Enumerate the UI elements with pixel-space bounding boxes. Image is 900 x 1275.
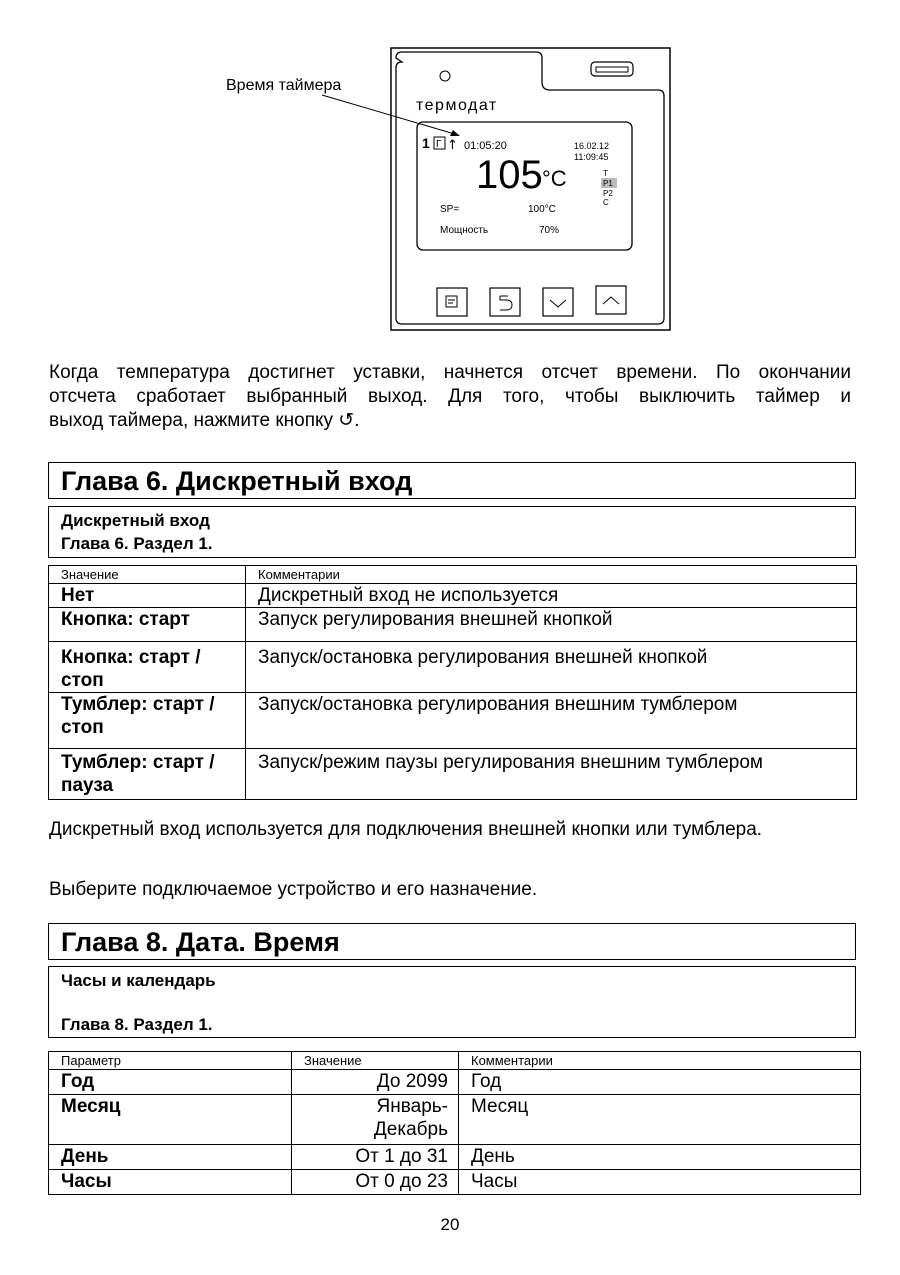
- page-number: 20: [440, 1215, 460, 1234]
- intro-line-1: Когда температура достигнет уставки, начнется отсчет времени. По окончании: [49, 362, 851, 383]
- screen-temperature: 105: [476, 153, 543, 197]
- table-row: [49, 584, 857, 608]
- chapter-6-paragraph-2: Выберите подключаемое устройство и его назначение.: [49, 879, 538, 900]
- up-icon: [603, 297, 619, 304]
- back-button[interactable]: [490, 288, 520, 316]
- row-param: День: [49, 1145, 292, 1170]
- chapter-8-section-title: Часы и календарь: [61, 971, 216, 990]
- screen-channel: 1: [422, 135, 430, 151]
- table-row: [49, 693, 857, 749]
- row-value: От 1 до 31: [292, 1145, 459, 1170]
- intro-paragraph: [49, 361, 851, 433]
- chapter-8-section-ref: Глава 8. Раздел 1.: [61, 1015, 213, 1034]
- side-label-p1: P1: [603, 179, 613, 188]
- screen-timer: 01:05:20: [464, 140, 507, 152]
- power-value: 70%: [539, 225, 560, 236]
- menu-icon: [446, 296, 457, 307]
- row-comment: Часы: [459, 1170, 861, 1195]
- header-param: Параметр: [49, 1052, 292, 1070]
- discrete-input-table: [48, 565, 857, 800]
- row-value: Январь-Декабрь: [292, 1095, 459, 1145]
- table-row: [49, 1145, 861, 1170]
- table-row: [49, 1095, 861, 1145]
- side-label-t: T: [603, 169, 608, 178]
- chapter-6-section-ref: Глава 6. Раздел 1.: [61, 534, 213, 553]
- table-row: [49, 642, 857, 693]
- intro-line-3: выход таймера, нажмите кнопку ↺.: [49, 410, 360, 431]
- row-comment: Запуск/режим паузы регулирования внешним тумблером: [246, 749, 857, 800]
- sp-value: 100°C: [528, 204, 556, 215]
- usb-port-inner: [596, 67, 628, 72]
- row-value: Нет: [49, 584, 246, 608]
- table-row: [49, 1070, 861, 1095]
- row-comment: Месяц: [459, 1095, 861, 1145]
- row-comment: Запуск регулирования внешней кнопкой: [246, 608, 857, 642]
- row-comment: День: [459, 1145, 861, 1170]
- chapter-6-section: [48, 506, 856, 558]
- row-value: Кнопка: старт: [49, 608, 246, 642]
- usb-port-icon: [591, 62, 633, 76]
- sp-label: SP=: [440, 204, 460, 215]
- side-label-c: C: [603, 198, 609, 207]
- row-param: Месяц: [49, 1095, 292, 1145]
- down-icon: [550, 300, 566, 307]
- table-header-row: [49, 566, 857, 584]
- chapter-6-title: Глава 6. Дискретный вход: [48, 462, 856, 499]
- led-indicator: [440, 71, 450, 81]
- timer-box-glyph: Г: [436, 139, 442, 150]
- table-row: [49, 608, 857, 642]
- header-comment: Комментарии: [246, 566, 857, 584]
- power-label: Мощность: [440, 225, 489, 236]
- screen-date: 16.02.12: [574, 141, 610, 151]
- row-comment: Дискретный вход не используется: [246, 584, 857, 608]
- back-icon: [500, 296, 512, 310]
- chapter-6-section-title: Дискретный вход: [61, 511, 210, 530]
- brand-label: термодат: [416, 97, 498, 114]
- header-value: Значение: [49, 566, 246, 584]
- menu-button[interactable]: [437, 288, 467, 316]
- table-row: [49, 1170, 861, 1195]
- up-button[interactable]: [596, 286, 626, 314]
- chapter-6-paragraph-1: Дискретный вход используется для подключения внешней кнопки или тумблера.: [49, 819, 763, 840]
- table-header-row: [49, 1052, 861, 1070]
- row-param: Часы: [49, 1170, 292, 1195]
- callout-label: Время таймера: [226, 77, 342, 94]
- screen-time: 11:09:45: [574, 152, 609, 162]
- chapter-8-section: [48, 966, 856, 1038]
- row-comment: Запуск/остановка регулирования внешним тумблером: [246, 693, 857, 749]
- header-comment: Комментарии: [459, 1052, 861, 1070]
- row-value: До 2099: [292, 1070, 459, 1095]
- side-label-p2: P2: [603, 189, 613, 198]
- row-param: Год: [49, 1070, 292, 1095]
- row-comment: Год: [459, 1070, 861, 1095]
- up-arrow-icon: ↑: [447, 138, 458, 153]
- row-value: Тумблер: старт / пауза: [49, 749, 246, 800]
- screen-unit: °C: [542, 166, 567, 191]
- datetime-table: [48, 1051, 861, 1195]
- row-comment: Запуск/остановка регулирования внешней кнопкой: [246, 642, 857, 693]
- table-row: [49, 749, 857, 800]
- row-value: От 0 до 23: [292, 1170, 459, 1195]
- device-illustration: [180, 40, 700, 340]
- down-button[interactable]: [543, 288, 573, 316]
- row-value: Тумблер: старт / стоп: [49, 693, 246, 749]
- header-value: Значение: [292, 1052, 459, 1070]
- row-value: Кнопка: старт / стоп: [49, 642, 246, 693]
- chapter-8-title: Глава 8. Дата. Время: [48, 923, 856, 960]
- intro-line-2: отсчета сработает выбранный выход. Для того, чтобы выключить таймер и: [49, 386, 851, 407]
- callout-arrowhead: [450, 130, 460, 136]
